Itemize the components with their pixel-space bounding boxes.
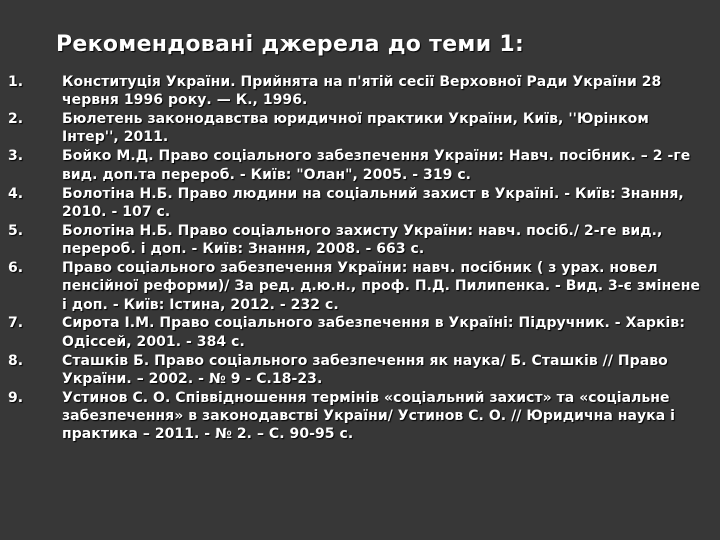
item-text: Сирота І.М. Право соціального забезпечення в Україні: Підручник. - Харків: Одіссей, 2001. - 384 с. — [62, 315, 685, 350]
list-item — [8, 259, 708, 314]
list-item — [8, 314, 708, 351]
list-item — [8, 352, 708, 389]
list-item — [8, 222, 708, 259]
item-number: 1. — [8, 74, 24, 90]
list-item — [8, 389, 708, 444]
item-number: 3. — [8, 148, 24, 165]
item-number: 6. — [8, 259, 24, 276]
item-number: 9. — [8, 389, 24, 406]
item-number: 4. — [8, 185, 24, 202]
sources-list — [8, 73, 708, 444]
item-number: 5. — [8, 222, 24, 239]
list-item — [8, 110, 708, 147]
list-item — [8, 73, 708, 110]
item-text: Сташків Б. Право соціального забезпечення як наука/ Б. Сташків // Право України. – 2002. - № 9 - С.18-23. — [62, 352, 668, 387]
item-number: 7. — [8, 315, 24, 332]
list-item — [8, 185, 708, 222]
item-text: Право соціального забезпечення України: навч. посібник ( з урах. новел пенсійної реформи)/ За ред. д.ю.н., проф. П.Д. Пилипенка. - Вид. 3-є змінене і доп. - Київ: Істина, 2012. - 232 с. — [62, 259, 700, 313]
item-number: 2. — [8, 111, 24, 128]
item-text: Болотіна Н.Б. Право людини на соціальний захист в Україні. - Київ: Знання, 2010. - 107 с. — [62, 185, 684, 220]
item-text: Бюлетень законодавства юридичної практики України, Київ, ''Юрінком Інтер'', 2011. — [62, 111, 649, 146]
slide-title: Рекомендовані джерела до теми 1: — [56, 32, 525, 57]
item-text: Устинов С. О. Співвідношення термінів «соціальний захист» та «соціальне забезпечення» в законодавстві України/ Устинов С. О. // Юридична наука і практика – 2011. - № 2. – С. 90-95 с. — [62, 389, 675, 443]
list-item — [8, 147, 708, 184]
item-text: Бойко М.Д. Право соціального забезпечення України: Навч. посібник. – 2 -ге вид. доп.та перероб. - Київ: "Олан", 2005. - 319 с. — [62, 148, 691, 183]
item-text: Болотіна Н.Б. Право соціального захисту України: навч. посіб./ 2-ге вид., перероб. і доп. - Київ: Знання, 2008. - 663 с. — [62, 222, 663, 258]
item-text: Конституція України. Прийнята на п'ятій сесії Верховної Ради України 28 червня 1996 року. — К., 1996. — [62, 74, 662, 109]
item-number: 8. — [8, 352, 24, 369]
